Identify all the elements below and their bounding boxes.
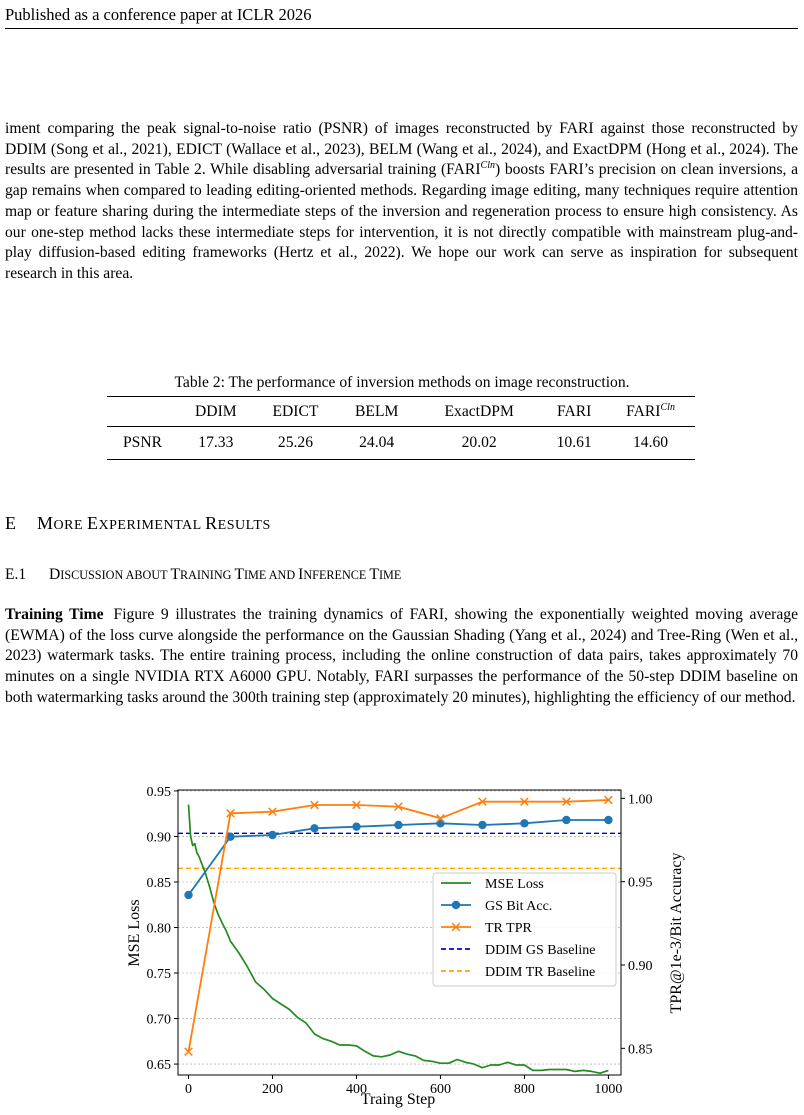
legend <box>433 873 616 986</box>
heading-cap: T <box>234 566 244 583</box>
y-right-tick-label: 1.00 <box>628 792 653 808</box>
x-tick-label: 1000 <box>594 1082 623 1097</box>
table-caption: Table 2: The performance of inversion methods on image reconstruction. <box>174 374 630 391</box>
table-cell: 25.26 <box>277 434 314 451</box>
y-tick-label: 0.65 <box>146 1058 171 1074</box>
x-tick-label: 400 <box>345 1082 367 1097</box>
x-tick-label: 800 <box>513 1082 535 1097</box>
training-dynamics-chart <box>0 770 804 1115</box>
table-header-cell: DDIM <box>195 402 237 420</box>
heading-cap: M <box>37 513 54 533</box>
y-tick-label: 0.80 <box>146 921 171 937</box>
heading-cap: T <box>170 566 180 583</box>
gs-bit-acc-point <box>520 819 528 827</box>
y-right-tick-label: 0.85 <box>628 1042 653 1058</box>
paragraph-text-pre: iment comparing the peak signal-to-noise ratio (PSNR) of images reconstructed by FARI against those reconstructed by DDIM (Song et al., 2021), EDICT (Wallace et al., 2023), BELM (Wang et al., 2024), and ExactDPM (Hong et al., 2024). The results are presented in Table 2. While disabling adversarial training (FARI <box>5 120 798 179</box>
section-number: E <box>5 513 17 533</box>
heading-smallcaps: IME <box>378 568 402 582</box>
heading-cap: D <box>49 566 61 583</box>
subsection-number: E.1 <box>5 566 27 583</box>
legend-label: TR TPR <box>485 921 532 936</box>
x-tick-label: 0 <box>184 1082 192 1097</box>
table-header-cell: FARI <box>556 402 592 420</box>
x-tick-label: 200 <box>261 1082 283 1097</box>
table-header-text: FARI <box>626 402 661 420</box>
gs-bit-acc-point <box>562 816 570 824</box>
heading-smallcaps: ESULTS <box>217 518 271 533</box>
legend-label: DDIM GS Baseline <box>485 943 596 958</box>
x-tick-label: 600 <box>429 1082 451 1097</box>
y-axis-label-left: MSE Loss <box>126 899 143 967</box>
gs-bit-acc-point <box>352 822 360 830</box>
table-header-row <box>107 397 695 427</box>
y-tick-label: 0.70 <box>146 1012 171 1028</box>
gs-bit-acc-point <box>268 831 276 839</box>
table-header-cell <box>107 397 178 427</box>
heading-cap: E <box>87 513 99 533</box>
heading-cap: T <box>369 566 379 583</box>
table-header-cell <box>606 397 695 427</box>
psnr-table <box>107 396 695 460</box>
heading-smallcaps: XPERIMENTAL <box>98 518 206 533</box>
heading-cap: I <box>298 566 304 583</box>
heading-smallcaps: ORE <box>53 518 88 533</box>
y-tick-label: 0.85 <box>146 875 171 891</box>
paragraph-inversion-discussion <box>5 119 798 285</box>
gs-bit-acc-point <box>604 816 612 824</box>
superscript-cln: Cln <box>660 401 675 413</box>
y-tick-label: 0.90 <box>146 830 171 846</box>
paragraph-lead: Training Time <box>5 606 104 623</box>
x-axis-label: Traing Step <box>360 1091 436 1108</box>
y-axis-label-right: TPR@1e-3/Bit Accuracy <box>668 852 685 1014</box>
table-row-label: PSNR <box>122 434 162 451</box>
table-cell: 20.02 <box>461 434 497 451</box>
paragraph-text: Figure 9 illustrates the training dynamics of FARI, showing the exponentially weighted moving average (EWMA) of the loss curve alongside the performance on the Gaussian Shading (Yang et al., 2024) and Tree-Ring (Wen et al., 2023) watermark tasks. The entire training process, including the online construction of data pairs, takes approximately 70 minutes on a single NVIDIA RTX A6000 GPU. Notably, FARI surpasses the performance of the 50-step DDIM baseline on both watermarking tasks around the 300th training step (approximately 20 minutes), highlighting the efficiency of our method. <box>5 606 799 706</box>
y-tick-label: 0.95 <box>146 784 171 800</box>
running-header: Published as a conference paper at ICLR 2026 <box>5 4 798 29</box>
subsection-heading <box>5 566 401 584</box>
heading-smallcaps: RAINING <box>179 568 235 582</box>
legend-label: DDIM TR Baseline <box>485 965 596 980</box>
gs-bit-acc-point <box>394 821 402 829</box>
section-heading <box>5 513 271 534</box>
y-tick-label: 0.75 <box>146 967 171 983</box>
gs-bit-acc-point <box>310 824 318 832</box>
legend-label: GS Bit Acc. <box>485 899 553 914</box>
table-cell: 17.33 <box>198 434 234 451</box>
paragraph-training-time <box>5 605 798 709</box>
superscript-cln: Cln <box>480 160 495 172</box>
heading-smallcaps: IME AND <box>244 568 299 582</box>
table-cell: 14.60 <box>633 434 669 451</box>
table-header-cell: EDICT <box>272 402 319 420</box>
table-cell: 24.04 <box>359 434 395 451</box>
y-right-tick-label: 0.90 <box>628 959 653 974</box>
y-right-tick-label: 0.95 <box>628 875 653 891</box>
table-row <box>107 427 695 460</box>
paragraph-text-post: ) boosts FARI’s precision on clean inversions, a gap remains when compared to leading editing-oriented methods. Regarding image editing, many techniques require attention map or feature sharing during the intermediate steps of the inversion and regeneration process to ensure high consistency. As our one-step method lacks these intermediate steps for intervention, it is not directly compatible with mainstream plug-and-play diffusion-based editing frameworks (Hertz et al., 2022). We hope our work can serve as inspiration for subsequent research in this area. <box>5 161 799 282</box>
gs-bit-acc-point <box>184 891 192 899</box>
gs-bit-acc-point <box>478 821 486 829</box>
table-header-cell: BELM <box>355 402 399 420</box>
legend-marker <box>452 901 460 909</box>
legend-label: MSE Loss <box>485 877 544 892</box>
heading-smallcaps: ISCUSSION ABOUT <box>60 568 171 582</box>
heading-cap: R <box>205 513 218 533</box>
heading-smallcaps: NFERENCE <box>303 568 370 582</box>
table-cell: 10.61 <box>556 434 592 451</box>
table-header-cell: ExactDPM <box>444 402 514 420</box>
